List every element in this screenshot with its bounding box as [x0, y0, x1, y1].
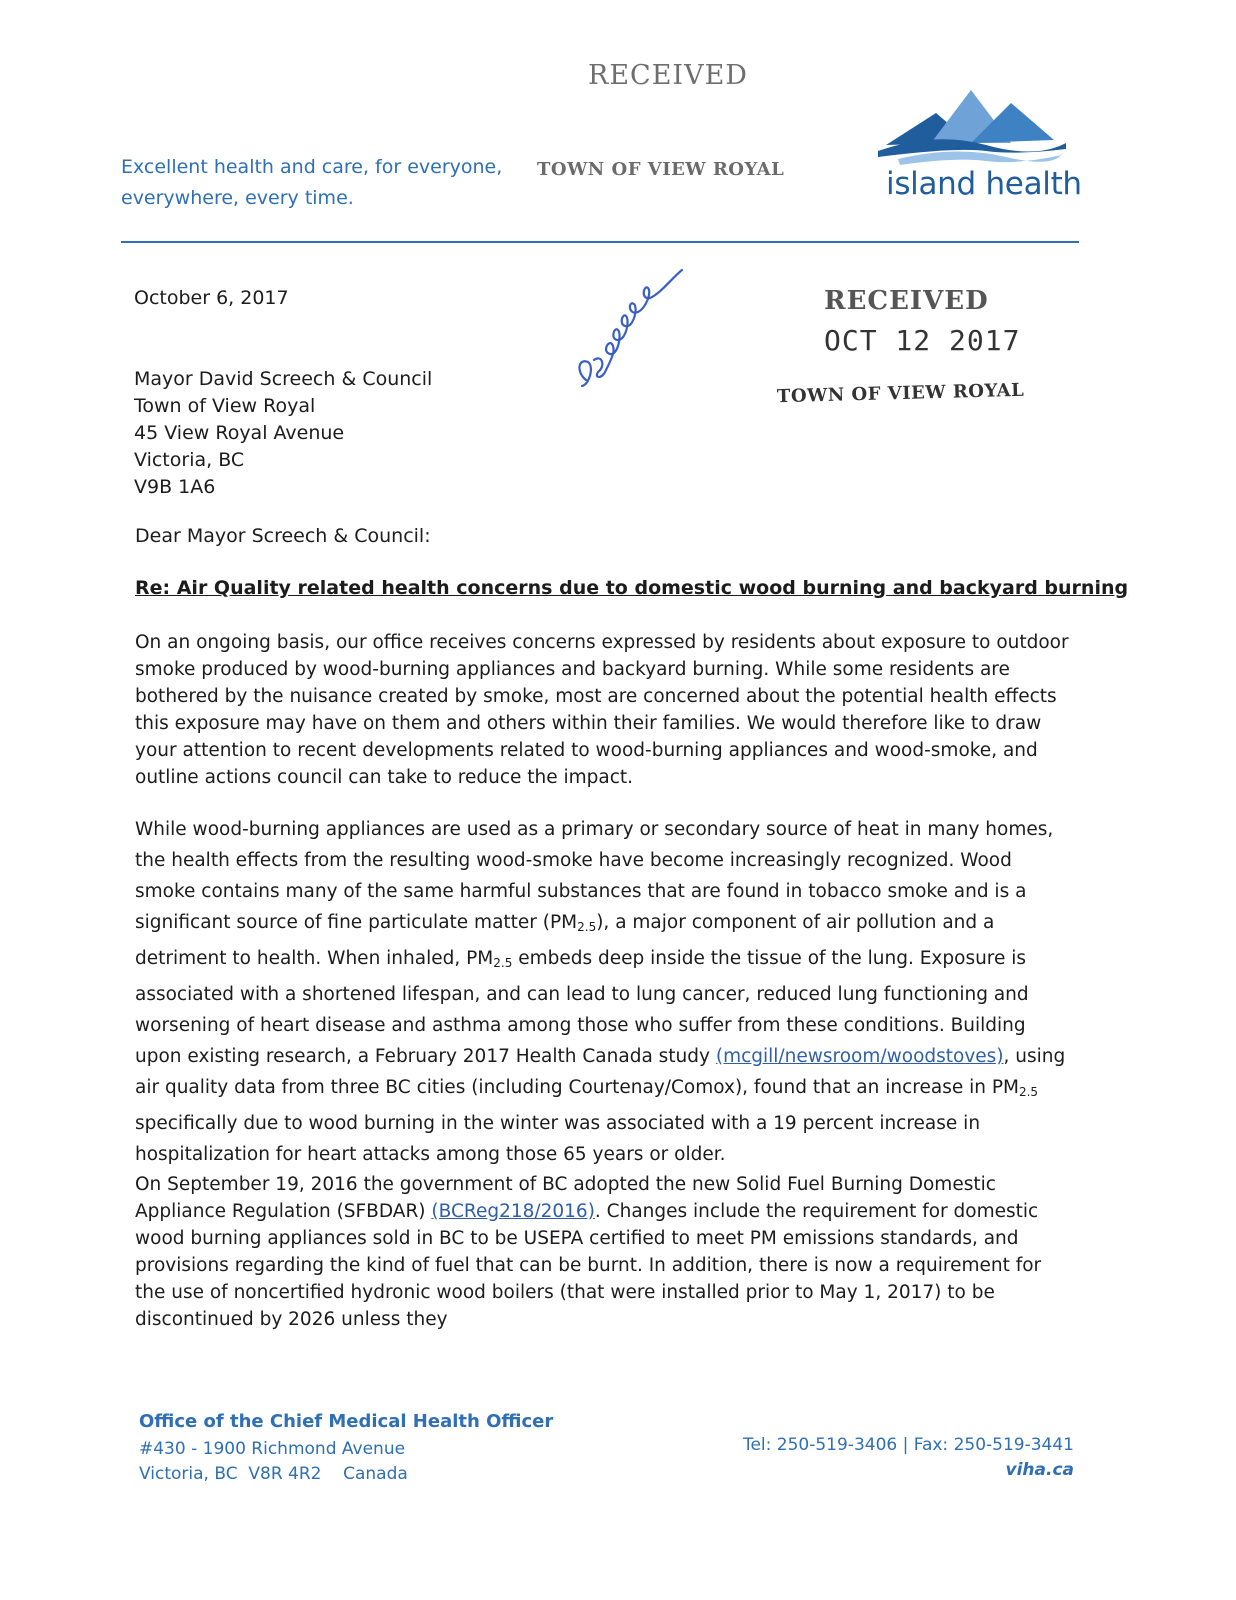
- subject-line: Re: Air Quality related health concerns due to domestic wood burning and backyard burning: [135, 577, 1129, 599]
- received-stamp-town: TOWN OF VIEW ROYAL: [776, 379, 1025, 408]
- paragraph-2-text: , using air quality data from three BC cities (including Courtenay/Comox), found that an increase in PM: [135, 1046, 1066, 1098]
- handwritten-agenda-annotation: [572, 262, 692, 402]
- address-line: Victoria, BC: [134, 449, 245, 471]
- bcreg-link[interactable]: (BCReg218/2016): [431, 1201, 595, 1222]
- logo-text: island health: [886, 166, 1082, 202]
- paragraph-3-text: On September 19, 2016 the government of BC adopted the new Solid Fuel Burning Domestic Appliance Regulation (SFBDAR): [135, 1174, 996, 1222]
- paragraph-2-text: While wood-burning appliances are used as a primary or secondary source of heat in many homes, the health effects from the resulting wood-smoke have become increasingly recognized. Wood smoke contains many of the same harmful substances that are found in tobacco smoke and is a significant source of fine particulate matter (PM: [135, 819, 1054, 933]
- header-divider: [121, 241, 1079, 243]
- recipient-address: [134, 366, 432, 501]
- mcgill-study-link[interactable]: (mcgill/newsroom/woodstoves): [715, 1046, 1004, 1067]
- address-line: V9B 1A6: [134, 476, 216, 498]
- paragraph-2: [135, 814, 1070, 1170]
- pm-subscript: 2.5: [1018, 1085, 1039, 1099]
- footer-address: [139, 1437, 408, 1487]
- address-line: Town of View Royal: [134, 395, 316, 417]
- tagline-line-2: everywhere, every time.: [121, 187, 354, 209]
- pm-subscript: 2.5: [577, 920, 597, 934]
- footer-office-title: Office of the Chief Medical Health Officer: [139, 1411, 554, 1432]
- paragraph-3-text: . Changes include the requirement for domestic wood burning appliances sold in BC to be USEPA certified to meet PM emissions standards, and provisions regarding the kind of fuel that can be burnt. In addition, there is now a requirement for the use of noncertified hydronic wood boilers (that were installed prior to May 1, 2017) to be discontinued by 2026 unless they: [135, 1201, 1042, 1330]
- letter-date: October 6, 2017: [134, 287, 289, 309]
- address-line: Mayor David Screech & Council: [134, 368, 433, 390]
- paragraph-2-text: embeds deep inside the tissue of the lung. Exposure is associated with a shortened lifespan, and can lead to lung cancer, reduced lung functioning and worsening of heart disease and asthma among those who suffer from these conditions. Building upon existing research, a February 2017 Health Canada study: [135, 948, 1029, 1067]
- received-stamp-top: RECEIVED: [588, 60, 748, 91]
- town-stamp-top: TOWN OF VIEW ROYAL: [537, 159, 785, 180]
- received-stamp: RECEIVED: [824, 286, 989, 316]
- footer-address-line: Victoria, BC V8R 4R2 Canada: [139, 1464, 408, 1484]
- footer-phone-fax: Tel: 250-519-3406 | Fax: 250-519-3441: [742, 1435, 1074, 1455]
- tagline-line-1: Excellent health and care, for everyone,: [121, 156, 503, 178]
- paragraph-2-text: ), a major component of air pollution and a detriment to health. When inhaled, PM: [135, 912, 995, 969]
- paragraph-2-text: specifically due to wood burning in the winter was associated with a 19 percent increase in hospitalization for heart attacks among those 65 years or older.: [135, 1113, 981, 1165]
- tagline: [121, 152, 521, 214]
- received-stamp-date: OCT 12 2017: [824, 324, 1021, 357]
- footer-contact: [700, 1433, 1074, 1483]
- salutation: Dear Mayor Screech & Council:: [135, 525, 431, 547]
- paragraph-1: On an ongoing basis, our office receives concerns expressed by residents about exposure to outdoor smoke produced by wood-burning appliances and backyard burning. While some residents are bothered by the nuisance created by smoke, most are concerned about the potential health effects this exposure may have on them and others within their families. We would therefore like to draw your attention to recent developments related to wood-burning appliances and wood-smoke, and outline actions council can take to reduce the impact.: [135, 632, 1069, 788]
- footer-website-link[interactable]: viha.ca: [1005, 1460, 1074, 1480]
- footer-address-line: #430 - 1900 Richmond Avenue: [139, 1439, 406, 1459]
- address-line: 45 View Royal Avenue: [134, 422, 345, 444]
- paragraph-3: [135, 1171, 1070, 1333]
- pm-subscript: 2.5: [493, 956, 513, 970]
